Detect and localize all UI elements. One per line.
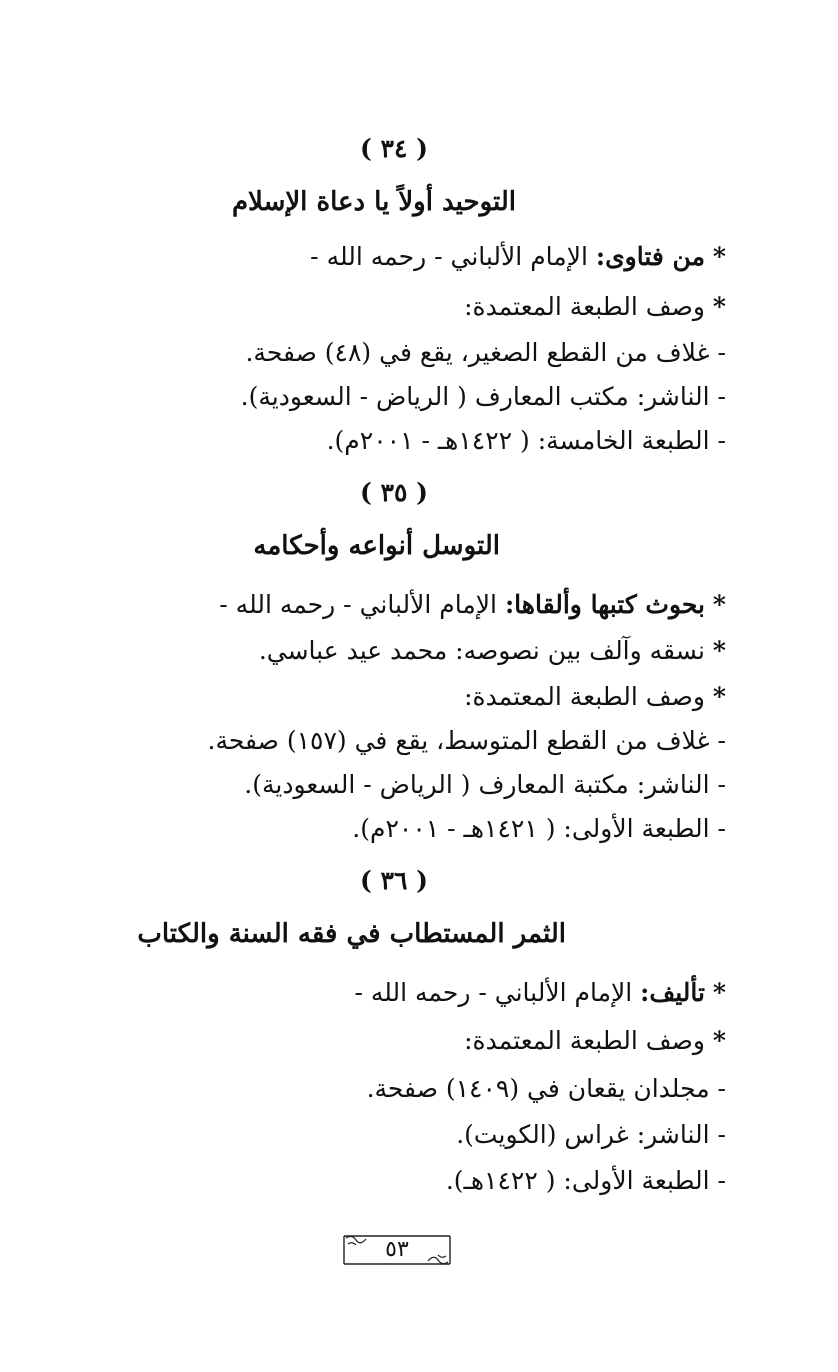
entry-line (464, 290, 726, 324)
bullet-star-icon: * (712, 1026, 726, 1055)
entry-title: التوسل أنواعه وأحكامه (253, 531, 500, 561)
line-text: - مجلدان يقعان في (١٤٠٩) صفحة. (366, 1074, 726, 1103)
entry-title: التوحيد أولاً يا دعاة الإسلام (231, 187, 516, 217)
entry-line (245, 336, 726, 370)
bullet-star-icon: * (712, 242, 726, 271)
page-number: ٥٣ (385, 1237, 409, 1262)
entry-number: ( ٣٥ ) (360, 478, 428, 507)
line-text: - الناشر: مكتب المعارف ( الرياض - السعودية). (240, 382, 726, 411)
line-lead: من فتاوى: (595, 242, 705, 271)
line-text: الإمام الألباني - رحمه الله - (219, 590, 497, 619)
line-text: - غلاف من القطع المتوسط، يقع في (١٥٧) صفحة. (207, 726, 726, 755)
bullet-star-icon: * (712, 978, 726, 1007)
entry-line (464, 680, 726, 714)
line-text: - الطبعة الخامسة: ( ١٤٢٢هـ - ٢٠٠١م). (326, 426, 726, 455)
entry-line (464, 1024, 726, 1058)
line-text: - الطبعة الأولى: ( ١٤٢١هـ - ٢٠٠١م). (352, 814, 726, 843)
entry-line (244, 768, 726, 802)
entry-line (241, 380, 726, 414)
line-text: وصف الطبعة المعتمدة: (464, 1026, 705, 1055)
line-text: - الناشر: غراس (الكويت). (456, 1120, 726, 1149)
page-footer (342, 1232, 452, 1268)
entry-title: الثمر المستطاب في فقه السنة والكتاب (137, 919, 566, 949)
line-lead: بحوث كتبها وألقاها: (504, 590, 705, 619)
entry-number: ( ٣٦ ) (360, 866, 428, 895)
entry-line (327, 424, 726, 458)
entry-line (456, 1118, 726, 1152)
bullet-star-icon: * (712, 682, 726, 711)
bullet-star-icon: * (712, 590, 726, 619)
line-text: نسقه وآلف بين نصوصه: محمد عيد عباسي. (258, 636, 705, 665)
line-text: - غلاف من القطع الصغير، يقع في (٤٨) صفحة. (245, 338, 726, 367)
entry-line (446, 1164, 726, 1198)
entry-line (208, 724, 726, 758)
entry-line (219, 588, 726, 622)
line-text: الإمام الألباني - رحمه الله - (310, 242, 588, 271)
line-text: وصف الطبعة المعتمدة: (464, 292, 705, 321)
entry-number: ( ٣٤ ) (360, 134, 428, 163)
line-lead: تأليف: (640, 978, 705, 1007)
entry-line (367, 1072, 726, 1106)
bullet-star-icon: * (712, 292, 726, 321)
entry-line (352, 812, 726, 846)
entry-line (310, 240, 726, 274)
entry-line (354, 976, 726, 1010)
bullet-star-icon: * (712, 636, 726, 665)
line-text: الإمام الألباني - رحمه الله - (354, 978, 633, 1007)
entry-line (259, 634, 726, 668)
line-text: - الطبعة الأولى: ( ١٤٢٢هـ). (445, 1166, 726, 1195)
line-text: - الناشر: مكتبة المعارف ( الرياض - السعودية). (244, 770, 726, 799)
line-text: وصف الطبعة المعتمدة: (464, 682, 705, 711)
